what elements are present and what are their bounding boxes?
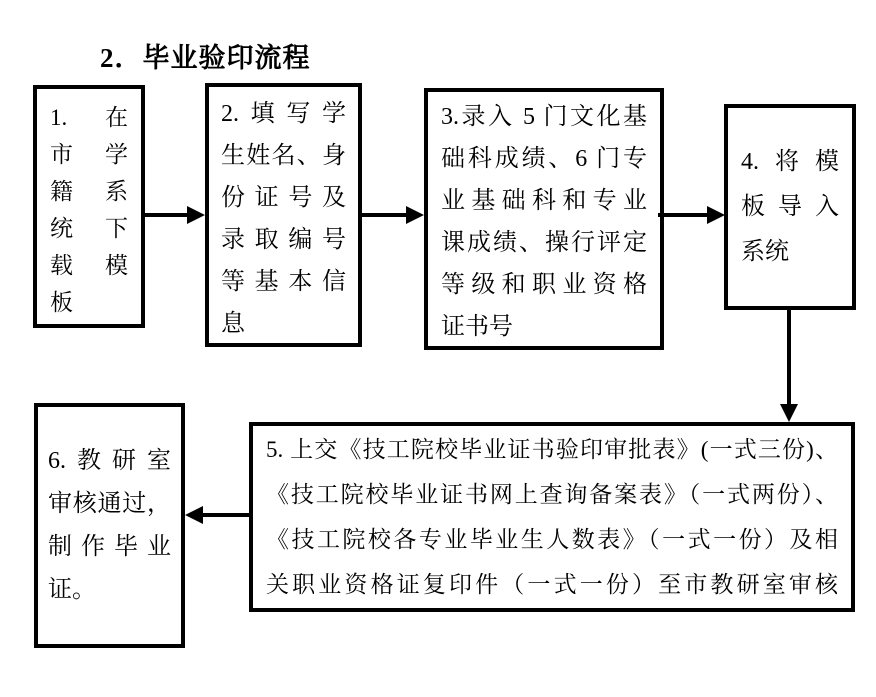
flow-step-4-text [728,140,852,275]
arrow-step2-to-step3 [362,206,424,224]
box-text-line: 统下 [50,216,128,241]
box-text-line: 息 [221,311,245,337]
flow-step-5-box [249,422,855,612]
flow-step-6-box [34,403,185,648]
box-text-line: 板 [50,290,73,315]
box-text-line: 等级和职业资格 [441,272,647,298]
box-text-line: 6.教研室 [48,447,171,474]
flow-step-2-text [209,87,358,351]
box-text-line: 业基础科和专业 [441,188,647,214]
box-text-line: 《技工院校各专业毕业生人数表》（一式一份）及相 [266,527,838,552]
flow-step-5-text [253,427,851,607]
box-text-line: 制作毕业 [48,533,171,560]
box-text-line: 1.在 [50,105,128,130]
arrowhead-left-icon [185,506,203,524]
arrowhead-right-icon [406,206,424,224]
arrow-shaft [145,213,187,217]
box-text-line: 关职业资格证复印件（一式一份）至市教研室审核 [266,572,838,597]
box-text-line: 板导入 [741,193,839,220]
arrow-step4-to-step5 [780,310,798,422]
flow-step-1-box [33,85,145,328]
box-text-line: 录取编号 [221,227,346,253]
flow-step-4-box [724,104,856,310]
flow-step-3-box [424,88,664,350]
arrow-step1-to-step2 [145,206,205,224]
arrow-shaft [787,310,791,404]
box-text-line: 证。 [48,576,96,603]
arrow-shaft [362,213,406,217]
arrow-shaft [203,513,249,517]
flow-step-6-text [38,440,181,612]
box-text-line: 籍系 [50,179,128,204]
box-text-line: 生姓名、身 [221,143,346,169]
box-text-line: 证书号 [441,314,513,340]
box-text-line: 系统 [741,238,789,265]
flow-step-2-box [205,83,362,347]
box-text-line: 2.填写学 [221,101,346,127]
arrow-step5-to-step6 [185,506,249,524]
box-text-line: 载模 [50,253,128,278]
box-text-line: 市学 [50,142,128,167]
box-text-line: 础科成绩、6 门专 [441,146,647,172]
box-text-line: 课成绩、操行评定 [441,230,647,256]
arrowhead-right-icon [707,206,725,224]
box-text-line: 审核通过， [48,490,171,517]
arrowhead-right-icon [187,206,205,224]
arrow-shaft [658,213,707,217]
box-text-line: 《技工院校毕业证书网上查询备案表》（一式两份）、 [266,482,838,507]
flow-step-3-text [428,92,660,352]
box-text-line: 5. 上交《技工院校毕业证书验印审批表》(一式三份)、 [266,437,838,462]
flow-step-1-text [37,89,141,331]
box-text-line: 4.将模 [741,148,839,175]
flowchart-title: 2．毕业验印流程 [100,43,311,73]
box-text-line: 3.录入 5 门文化基 [441,104,647,130]
arrow-step3-to-step4 [658,206,725,224]
arrowhead-down-icon [780,404,798,422]
box-text-line: 份证号及 [221,185,346,211]
box-text-line: 等基本信 [221,269,346,295]
